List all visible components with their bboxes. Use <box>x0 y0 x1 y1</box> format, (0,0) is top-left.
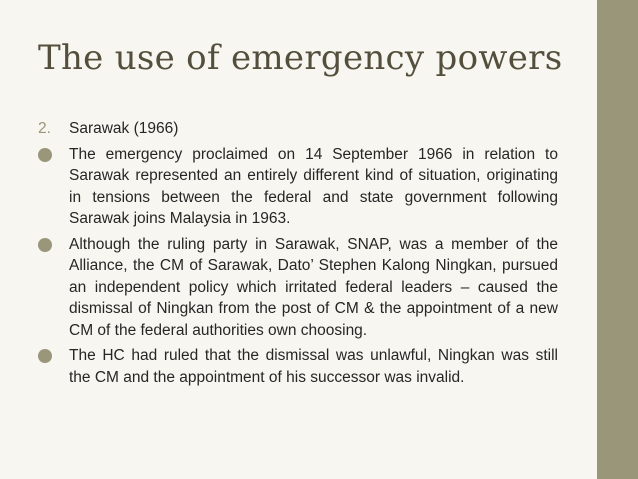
bullet-text: The emergency proclaimed on 14 September 1966 in relation to Sarawak represented an entirely different kind of situation, originating in tensions between the federal and state government following Sarawak joins Malaysia in 1963. <box>69 145 558 227</box>
decorative-side-band <box>597 0 638 479</box>
bullet-text: The HC had ruled that the dismissal was unlawful, Ningkan was still the CM and the appointment of his successor was invalid. <box>69 347 558 386</box>
bullet-icon <box>38 148 52 162</box>
bullet-item <box>38 234 558 342</box>
bullet-item <box>38 345 558 388</box>
numbered-item <box>38 118 558 140</box>
slide-title: The use of emergency powers <box>38 38 563 78</box>
bullet-item <box>38 144 558 230</box>
item-number: 2. <box>38 120 51 137</box>
bullet-icon <box>38 349 52 363</box>
bullet-text: Although the ruling party in Sarawak, SNAP, was a member of the Alliance, the CM of Sarawak, Dato’ Stephen Kalong Ningkan, pursued an independent policy which irritated federal leaders – caused the dismissal of Ningkan from the post of CM & the appointment of a new CM of the federal authorities own choosing. <box>69 235 558 339</box>
item-text: Sarawak (1966) <box>69 120 179 137</box>
slide-body <box>38 118 558 392</box>
bullet-icon <box>38 238 52 252</box>
